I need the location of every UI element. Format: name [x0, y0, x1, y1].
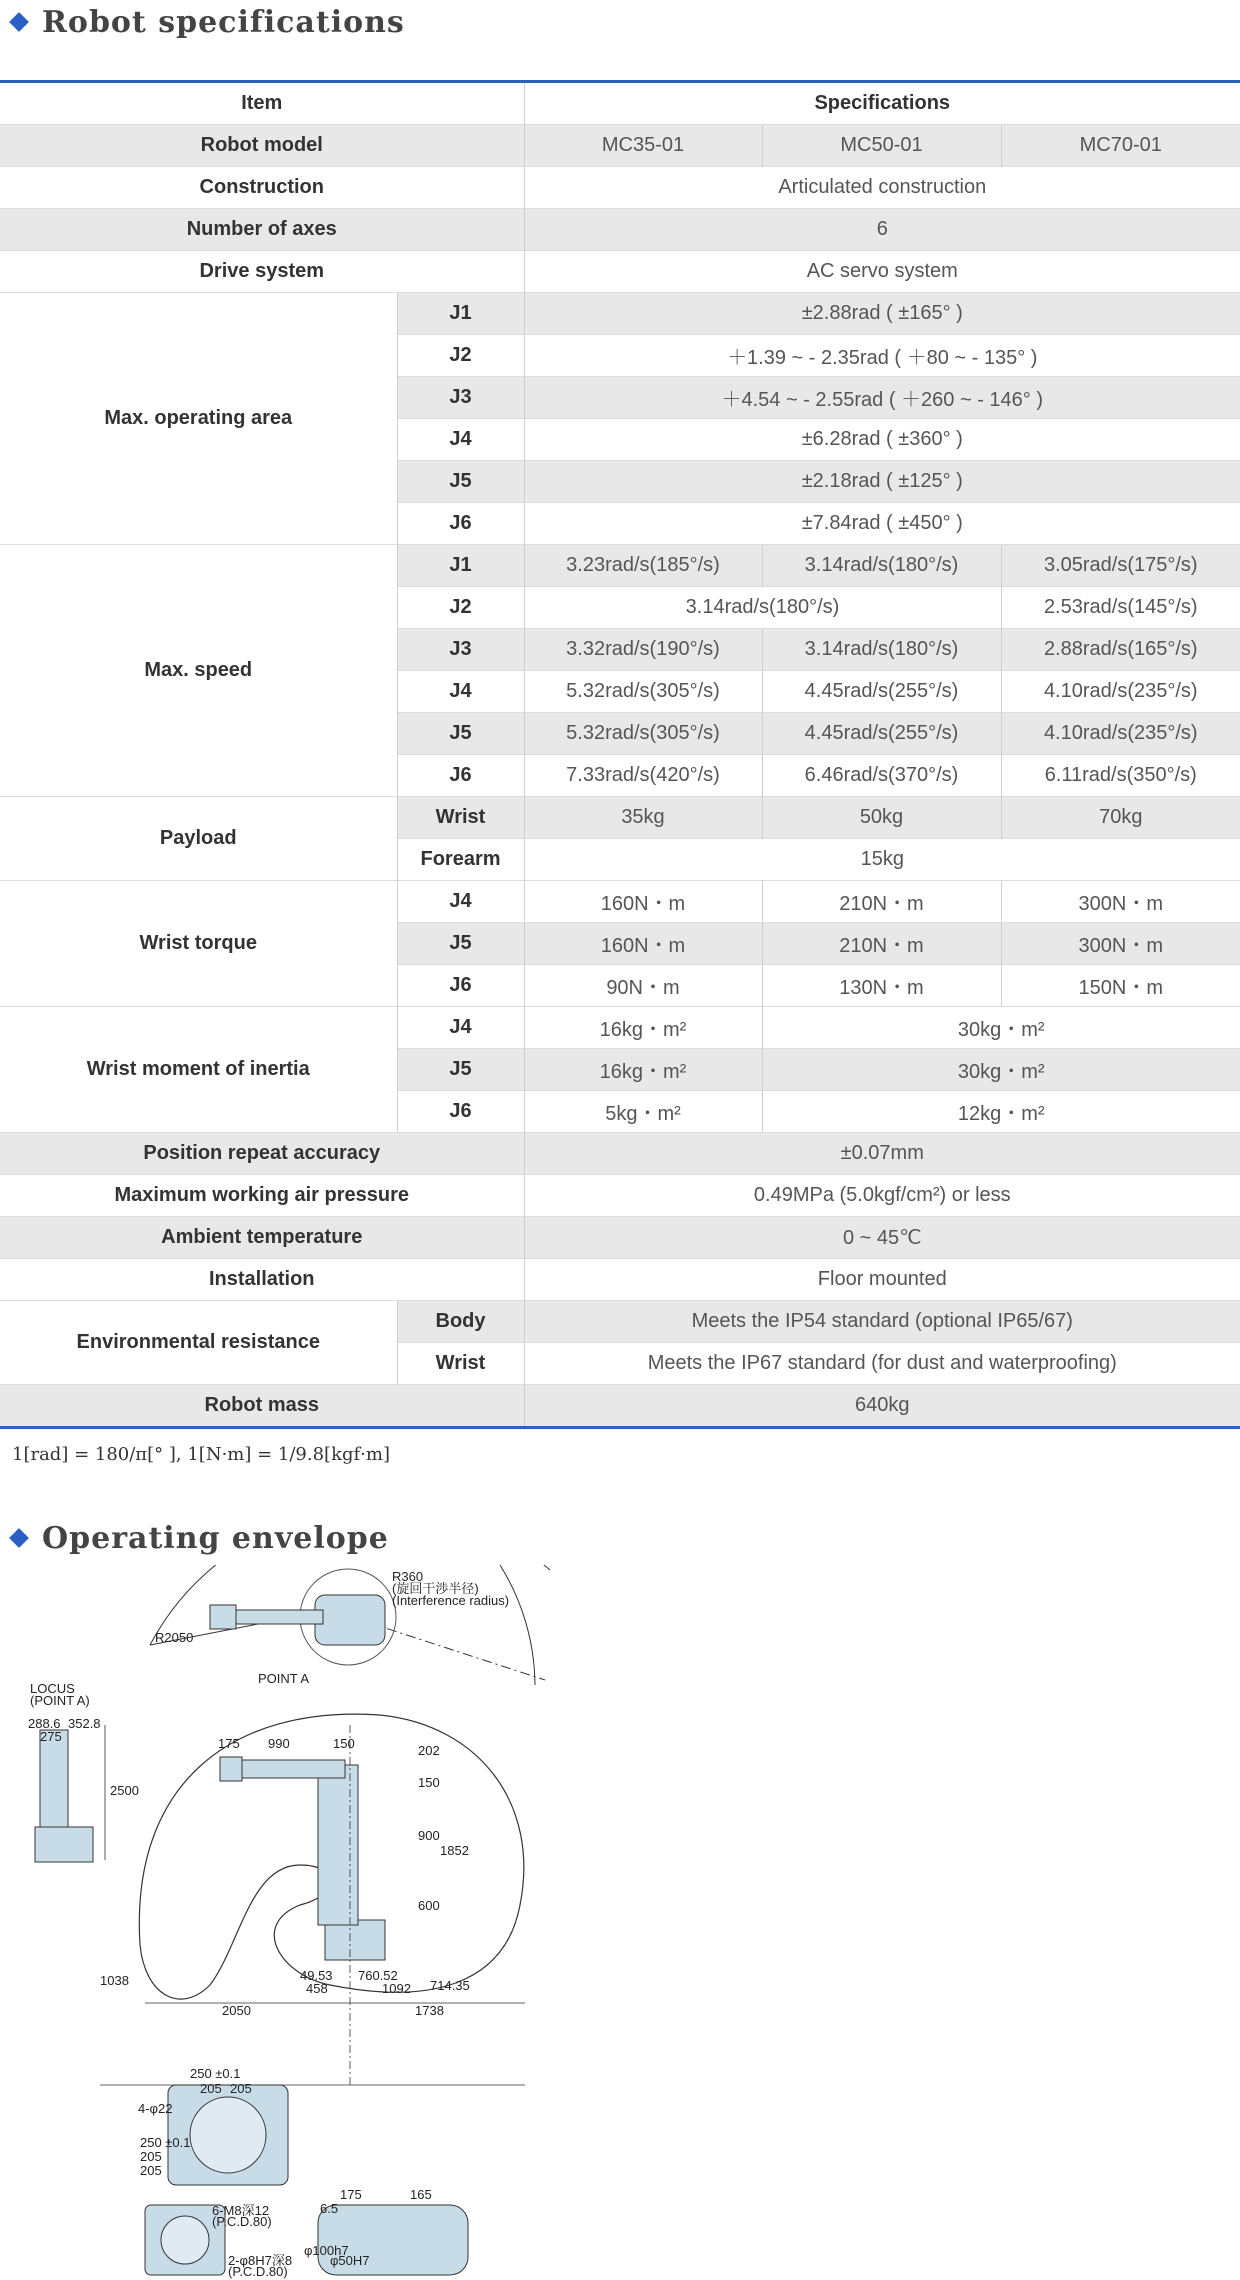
table-row: [0, 545, 1240, 587]
axis-label: J5: [397, 713, 524, 755]
dim-label: 1092: [382, 1981, 411, 1996]
table-row: [0, 209, 1240, 251]
table-row: [0, 82, 1240, 125]
model-cell: MC70-01: [1001, 125, 1240, 167]
value-cell: 0.49MPa (5.0kgf/cm²) or less: [524, 1175, 1240, 1217]
table-row: [0, 881, 1240, 923]
value-cell: 3.14rad/s(180°/s): [524, 587, 1001, 629]
value-cell: 35kg: [524, 797, 762, 839]
axis-label: Body: [397, 1301, 524, 1343]
left-robot-base: [35, 1827, 93, 1862]
axis-label: J1: [397, 545, 524, 587]
value-cell: 5.32rad/s(305°/s): [524, 713, 762, 755]
dim-label: 150: [333, 1736, 355, 1751]
row-label: Wrist moment of inertia: [0, 1007, 397, 1133]
value-cell: 2.88rad/s(165°/s): [1001, 629, 1240, 671]
operating-envelope-drawing: [0, 1565, 580, 2280]
value-cell: 30kg・m²: [762, 1007, 1240, 1049]
value-cell: 3.14rad/s(180°/s): [762, 629, 1001, 671]
axis-label: J6: [397, 503, 524, 545]
value-cell: ±2.88rad ( ±165° ): [524, 293, 1240, 335]
base-dim-label: 205: [140, 2149, 162, 2164]
flange-dim-label: φ50H7: [330, 2253, 370, 2268]
side-robot-base: [325, 1920, 385, 1960]
value-cell: 16kg・m²: [524, 1049, 762, 1091]
r360-jp-label: (旋回干渉半径): [392, 1581, 479, 1596]
row-label: Environmental resistance: [0, 1301, 397, 1385]
axis-label: J4: [397, 419, 524, 461]
value-cell: 70kg: [1001, 797, 1240, 839]
table-row: [0, 1217, 1240, 1259]
dim-label: 760.52: [358, 1968, 398, 1983]
value-cell: 50kg: [762, 797, 1001, 839]
value-cell: ±7.84rad ( ±450° ): [524, 503, 1240, 545]
dim-label: 202: [418, 1743, 440, 1758]
axis-label: J4: [397, 671, 524, 713]
row-label: Ambient temperature: [0, 1217, 524, 1259]
section-title-specifications: [8, 2, 405, 42]
flange-label: 2-φ8H7深8: [228, 2253, 293, 2268]
top-view-robot-base: [315, 1595, 385, 1645]
point-a-label: POINT A: [258, 1671, 310, 1686]
axis-label: J4: [397, 881, 524, 923]
value-cell: 5kg・m²: [524, 1091, 762, 1133]
section-title-envelope: [8, 1518, 389, 1558]
value-cell: 4.10rad/s(235°/s): [1001, 713, 1240, 755]
axis-label: Wrist: [397, 797, 524, 839]
flange-dim-label: φ100h7: [304, 2243, 349, 2258]
dim-label: 900: [418, 1828, 440, 1843]
value-cell: 6: [524, 209, 1240, 251]
base-dim-label: 205: [140, 2163, 162, 2178]
table-row: [0, 1175, 1240, 1217]
value-cell: 210N・m: [762, 881, 1001, 923]
value-cell: 130N・m: [762, 965, 1001, 1007]
base-dim-label: 205: [230, 2081, 252, 2096]
spec-table: [0, 80, 1240, 1429]
dim-label: 2500: [110, 1783, 139, 1798]
base-hole-label: 4-φ22: [138, 2101, 173, 2116]
value-cell: 12kg・m²: [762, 1091, 1240, 1133]
value-cell: 5.32rad/s(305°/s): [524, 671, 762, 713]
value-cell: 4.10rad/s(235°/s): [1001, 671, 1240, 713]
row-label: Max. operating area: [0, 293, 397, 545]
value-cell: 6.11rad/s(350°/s): [1001, 755, 1240, 797]
value-cell: Floor mounted: [524, 1259, 1240, 1301]
diamond-bullet-icon: [9, 1528, 29, 1548]
row-label: Position repeat accuracy: [0, 1133, 524, 1175]
dim-label: 1738: [415, 2003, 444, 2018]
row-label: Max. speed: [0, 545, 397, 797]
value-cell: ＋1.39 ~ - 2.35rad ( ＋80 ~ - 135° ): [524, 335, 1240, 377]
unit-footnote: 1[rad] = 180/π[° ], 1[N·m] = 1/9.8[kgf·m]: [12, 1444, 390, 1465]
table-row: [0, 1385, 1240, 1428]
header-specifications: Specifications: [524, 82, 1240, 125]
side-robot-lower-arm: [318, 1765, 358, 1925]
side-robot-wrist: [220, 1757, 242, 1781]
dim-label: 714.35: [430, 1978, 470, 1993]
dim-label: 175: [218, 1736, 240, 1751]
axis-label: J5: [397, 1049, 524, 1091]
dim-label: 600: [418, 1898, 440, 1913]
row-label: Installation: [0, 1259, 524, 1301]
axis-label: Wrist: [397, 1343, 524, 1385]
flange-dim-label: 165: [410, 2187, 432, 2202]
section-title-text: Operating envelope: [42, 1520, 389, 1556]
value-cell: 160N・m: [524, 881, 762, 923]
table-row: [0, 293, 1240, 335]
table-row: [0, 251, 1240, 293]
value-cell: 640kg: [524, 1385, 1240, 1428]
locus-point-label: (POINT A): [30, 1693, 90, 1708]
value-cell: 7.33rad/s(420°/s): [524, 755, 762, 797]
value-cell: 2.53rad/s(145°/s): [1001, 587, 1240, 629]
value-cell: 150N・m: [1001, 965, 1240, 1007]
header-item: Item: [241, 92, 283, 114]
value-cell: Meets the IP67 standard (for dust and waterproofing): [524, 1343, 1240, 1385]
value-cell: 30kg・m²: [762, 1049, 1240, 1091]
table-row: [0, 1301, 1240, 1343]
value-cell: 3.23rad/s(185°/s): [524, 545, 762, 587]
top-view-robot-wrist: [210, 1605, 236, 1629]
row-label: Drive system: [0, 251, 524, 293]
axis-label: J3: [397, 629, 524, 671]
flange-dim-label: 6.5: [320, 2201, 339, 2216]
value-cell: ＋4.54 ~ - 2.55rad ( ＋260 ~ - 146° ): [524, 377, 1240, 419]
axis-label: J5: [397, 923, 524, 965]
value-cell: 15kg: [524, 839, 1240, 881]
row-label: Robot model: [0, 125, 524, 167]
diamond-bullet-icon: [9, 12, 29, 32]
axis-label: Forearm: [397, 839, 524, 881]
value-cell: 90N・m: [524, 965, 762, 1007]
value-cell: Meets the IP54 standard (optional IP65/67): [524, 1301, 1240, 1343]
value-cell: 160N・m: [524, 923, 762, 965]
model-cell: MC35-01: [524, 125, 762, 167]
value-cell: Articulated construction: [524, 167, 1240, 209]
axis-label: J6: [397, 1091, 524, 1133]
row-label: Payload: [0, 797, 397, 881]
row-label: Maximum working air pressure: [0, 1175, 524, 1217]
dim-label: 49.53: [300, 1968, 333, 1983]
locus-label: LOCUS: [30, 1681, 75, 1696]
flange-label: (P.C.D.80): [212, 2214, 272, 2229]
dim-label: 150: [418, 1775, 440, 1790]
axis-label: J3: [397, 377, 524, 419]
flange-dim-label: 175: [340, 2187, 362, 2202]
dim-label: 458: [306, 1981, 328, 1996]
axis-label: J2: [397, 587, 524, 629]
value-cell: 3.32rad/s(190°/s): [524, 629, 762, 671]
dim-label: 1852: [440, 1843, 469, 1858]
axis-label: J2: [397, 335, 524, 377]
value-cell: ±6.28rad ( ±360° ): [524, 419, 1240, 461]
model-cell: MC50-01: [762, 125, 1001, 167]
table-row: [0, 125, 1240, 167]
r2050-label: R2050: [155, 1630, 194, 1645]
dim-label: 288.6: [28, 1716, 61, 1731]
side-robot-upper-arm: [235, 1760, 345, 1778]
value-cell: 0 ~ 45℃: [524, 1217, 1240, 1259]
flange-label: (P.C.D.80): [228, 2264, 288, 2279]
table-row: [0, 797, 1240, 839]
value-cell: 300N・m: [1001, 881, 1240, 923]
base-plate-circle: [190, 2097, 266, 2173]
table-row: [0, 1259, 1240, 1301]
axis-label: J6: [397, 755, 524, 797]
value-cell: 4.45rad/s(255°/s): [762, 713, 1001, 755]
dim-label: 2050: [222, 2003, 251, 2018]
dim-label: 990: [268, 1736, 290, 1751]
row-label: Wrist torque: [0, 881, 397, 1007]
dim-label: 1038: [100, 1973, 129, 1988]
dim-label: 275: [40, 1729, 62, 1744]
axis-label: J5: [397, 461, 524, 503]
row-label: Construction: [0, 167, 524, 209]
value-cell: ±0.07mm: [524, 1133, 1240, 1175]
axis-label: J4: [397, 1007, 524, 1049]
row-label: Robot mass: [0, 1385, 524, 1428]
base-dim-label: 250 ±0.1: [140, 2135, 191, 2150]
value-cell: 210N・m: [762, 923, 1001, 965]
value-cell: 4.45rad/s(255°/s): [762, 671, 1001, 713]
left-robot-column: [40, 1730, 68, 1830]
value-cell: 300N・m: [1001, 923, 1240, 965]
base-dim-label: 250 ±0.1: [190, 2066, 241, 2081]
interference-label: (Interference radius): [392, 1593, 510, 1608]
row-label: Number of axes: [0, 209, 524, 251]
base-dim-label: 205: [200, 2081, 222, 2096]
table-row: [0, 1133, 1240, 1175]
r360-label: R360: [392, 1569, 424, 1584]
table-row: [0, 167, 1240, 209]
flange-label: 6-M8深12: [212, 2203, 270, 2218]
value-cell: 3.14rad/s(180°/s): [762, 545, 1001, 587]
axis-label: J6: [397, 965, 524, 1007]
value-cell: 6.46rad/s(370°/s): [762, 755, 1001, 797]
dim-label: 352.8: [68, 1716, 101, 1731]
value-cell: 16kg・m²: [524, 1007, 762, 1049]
value-cell: 3.05rad/s(175°/s): [1001, 545, 1240, 587]
flange-front-circle: [161, 2216, 209, 2264]
section-title-text: Robot specifications: [42, 4, 405, 40]
value-cell: ±2.18rad ( ±125° ): [524, 461, 1240, 503]
value-cell: AC servo system: [524, 251, 1240, 293]
axis-label: J1: [397, 293, 524, 335]
table-row: [0, 1007, 1240, 1049]
